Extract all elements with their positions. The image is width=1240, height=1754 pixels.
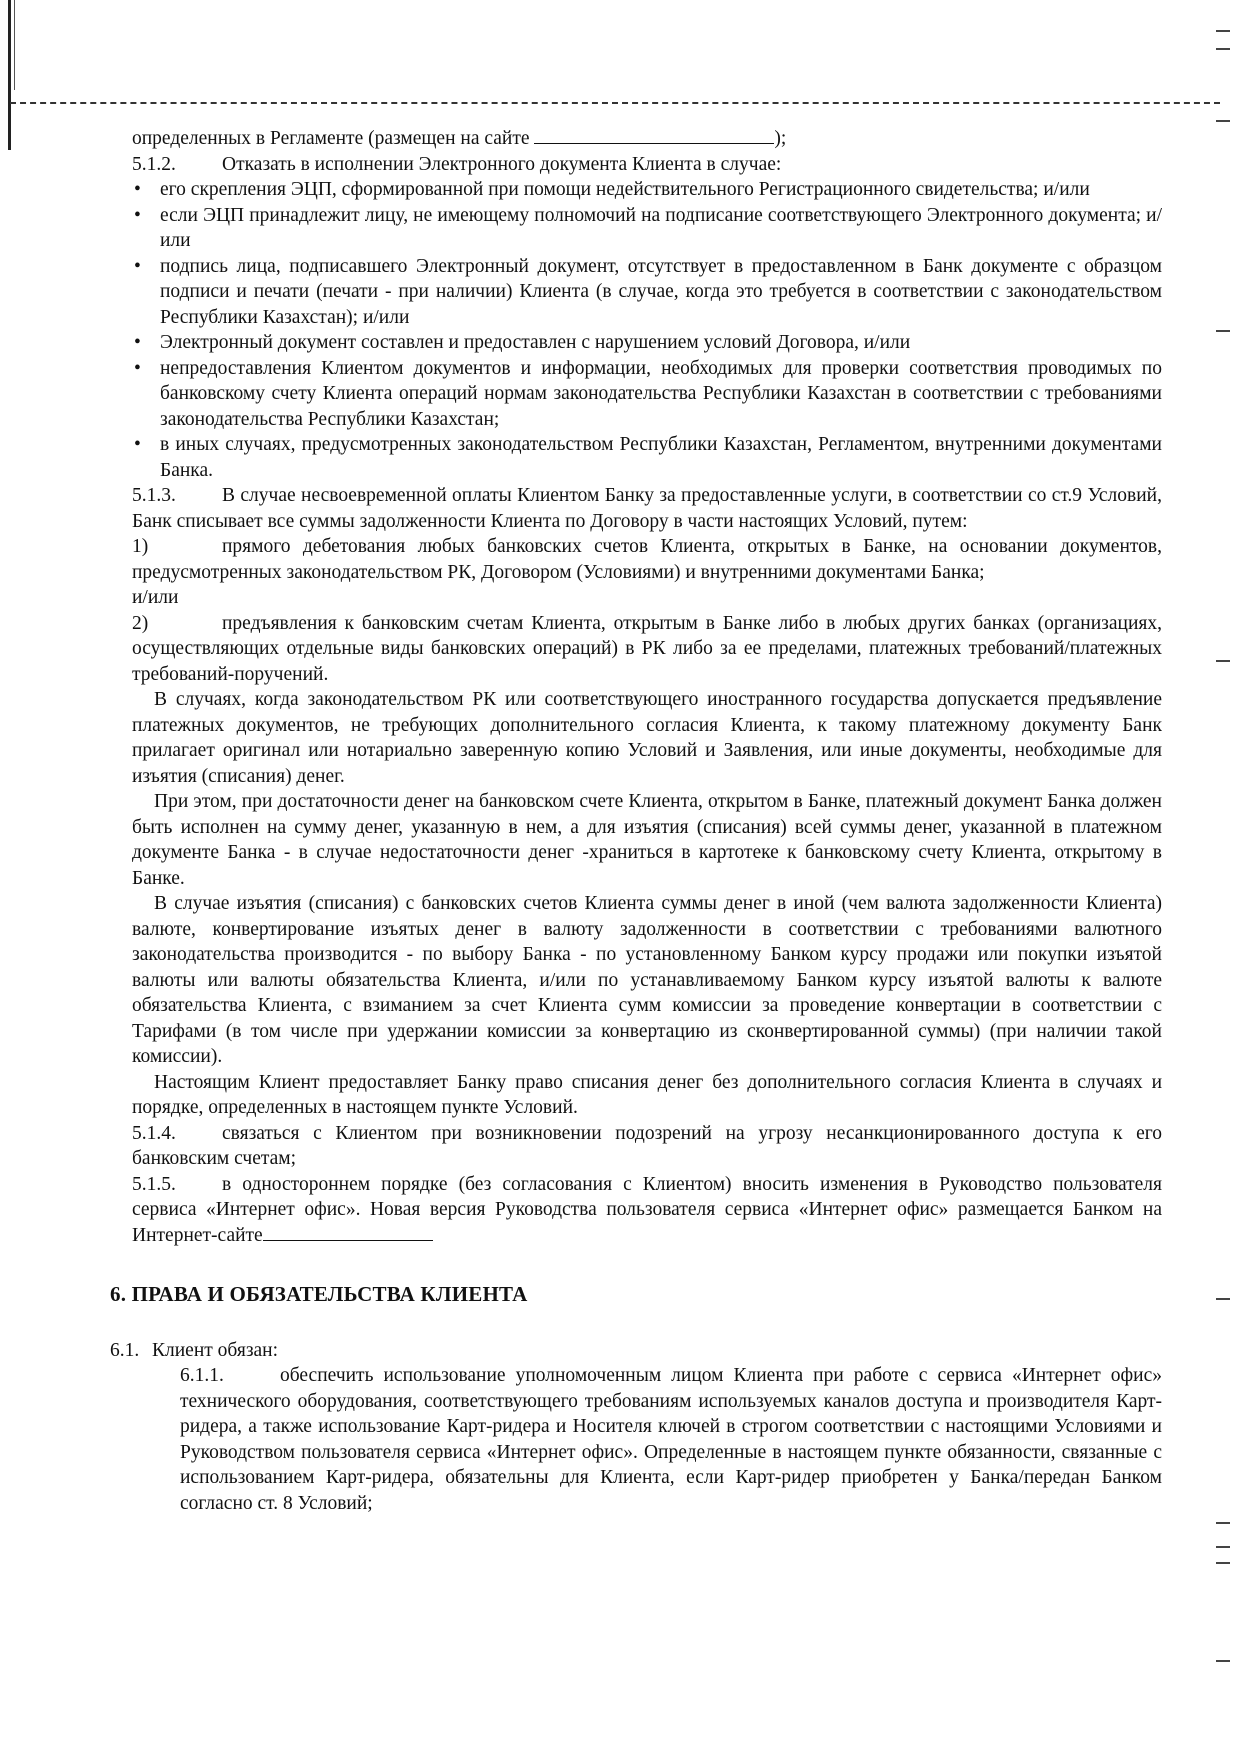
- clause-5-1-4: [132, 1121, 1162, 1172]
- intro-line: [132, 126, 1162, 152]
- paragraph: Настоящим Клиент предоставляет Банку право списания денег без дополнительного согласия Клиента в случаях и порядке, определенных в настоящем пункте Условий.: [132, 1071, 1162, 1118]
- or-separator: и/или: [132, 587, 179, 608]
- intro-text: определенных в Регламенте (размещен на сайте: [132, 128, 530, 149]
- item-text: прямого дебетования любых банковских счетов Клиента, открытых в Банке, на основании документов, предусмотренных законодательством РК, Договором (Условиями) и внутренними документами Банка;: [132, 536, 1162, 583]
- clause-text: связаться с Клиентом при возникновении подозрений на угрозу несанкционированного доступа к его банковским счетам;: [132, 1122, 1162, 1169]
- clause-number: 5.1.5.: [132, 1173, 176, 1195]
- scan-dashed-line: [10, 102, 1220, 104]
- paragraph: В случае изъятия (списания) с банковских счетов Клиента суммы денег в иной (чем валюта задолженности Клиента) валюте, конвертирование изъятых денег в валюту задолженности в соответствии с требованиями валютного законодательства производится - по выбору Банка - по установленному Банком курсу продажи или покупки изъятой валюты или валюты обязательства Клиента, и/или по устанавливаемому Банком курсу изъятой валюты к валюте обязательства Клиента, с взиманием за счет Клиента сумм комиссии за проведение конвертации в соответствии с Тарифами (в том числе при удержании комиссии за конвертацию из сконвертированной суммы) (при наличии такой комиссии).: [132, 893, 1162, 1067]
- list-item: • если ЭЦП принадлежит лицу, не имеющему полномочий на подписание соответствующего Электронного документа; и/или: [132, 203, 1162, 254]
- blank-line-website: [534, 142, 774, 144]
- list-item: • непредоставления Клиентом документов и информации, необходимых для проверки соответствия проводимых по банковскому счету Клиента операций нормам законодательства Республики Казахстан в соответствии с требованиями законодательства Республики Казахстан;: [132, 356, 1162, 433]
- clause-5-1-2: [132, 152, 1162, 484]
- clause-number: 5.1.3.: [132, 485, 176, 506]
- subsection-6-1: [110, 1338, 1162, 1364]
- clause-6-1-1: [132, 1363, 1162, 1516]
- clause-5-1-3: [132, 483, 1162, 1121]
- clause-5-1-5: [132, 1172, 1162, 1249]
- scan-edge-left-thin: [14, 0, 15, 90]
- item-number: 2): [132, 612, 149, 634]
- paragraph: В случаях, когда законодательством РК или соответствующего иностранного государства допускается предъявление платежных документов, не требующих дополнительного согласия Клиента, к такому платежному документу Банк прилагает оригинал или нотариально заверенную копию Условий и Заявления, или иные документы, необходимые для изъятия (списания) денег.: [132, 689, 1162, 787]
- clause-text: В случае несвоевременной оплаты Клиентом Банку за предоставленные услуги, в соответствии со ст.9 Условий, Банк списывает все суммы задолженности Клиента по Договору в части настоящих Условий, путем:: [132, 485, 1162, 532]
- list-item: • в иных случаях, предусмотренных законодательством Республики Казахстан, Регламентом, внутренними документами Банка.: [132, 432, 1162, 483]
- item-text: предъявления к банковским счетам Клиента, открытым в Банке либо в любых других банках (организациях, осуществляющих отдельные виды банковских операций) в РК либо за ее пределами, платежных требований/платежных требований-поручений.: [132, 612, 1162, 685]
- clause-number: 6.1.1.: [180, 1365, 224, 1386]
- intro-close: );: [774, 128, 787, 149]
- list-item: • Электронный документ составлен и предоставлен с нарушением условий Договора, и/или: [132, 330, 1162, 356]
- clause-text: обеспечить использование уполномоченным лицом Клиента при работе с сервиса «Интернет офис» технического оборудования, соответствующего требованиям используемых каналов доступа и производителя Карт-ридера, а также использование Карт-ридера и Носителя ключей в строгом соответствии с настоящими Условиями и Руководством пользователя сервиса «Интернет офис». Определенные в настоящем пункте обязанности, связанные с использованием Карт-ридера, обязательны для Клиента, если Карт-ридер приобретен у Банка/передан Банком согласно ст. 8 Условий;: [180, 1365, 1162, 1514]
- refusal-reasons-list: [132, 177, 1162, 483]
- blank-line-website: [263, 1239, 433, 1241]
- clause-text: в одностороннем порядке (без согласования с Клиентом) вносить изменения в Руководство пользователя сервиса «Интернет офис». Новая версия Руководства пользователя сервиса «Интернет офис» размещается Банком на Интернет-сайте: [132, 1173, 1162, 1246]
- clause-number: 5.1.2.: [132, 153, 176, 175]
- section-title: 6. ПРАВА И ОБЯЗАТЕЛЬСТВА КЛИЕНТА: [110, 1282, 528, 1306]
- paragraph: При этом, при достаточности денег на банковском счете Клиента, открытом в Банке, платежный документ Банка должен быть исполнен на сумму денег, указанную в нем, а для изъятия (списания) всей суммы денег, указанной в платежном документе Банка - в случае недостаточности денег -храниться в картотеке к банковскому счету Клиента, открытому в Банке.: [132, 791, 1162, 889]
- list-item: • подпись лица, подписавшего Электронный документ, отсутствует в предоставленном в Банк документе с образцом подписи и печати (печати - при наличии) Клиента (в случае, когда это требуется в соответствии с законодательством Республики Казахстан); и/или: [132, 254, 1162, 331]
- scan-right-margin-marks: [1210, 0, 1230, 1754]
- clause-number: 5.1.4.: [132, 1122, 176, 1144]
- list-item: • его скрепления ЭЦП, сформированной при помощи недействительного Регистрационного свидетельства; и/или: [132, 177, 1162, 203]
- subsection-text: Клиент обязан:: [152, 1339, 279, 1361]
- clause-text: Отказать в исполнении Электронного документа Клиента в случае:: [222, 153, 782, 175]
- scan-edge-left: [8, 0, 11, 150]
- item-number: 1): [132, 536, 149, 557]
- subsection-number: 6.1.: [110, 1339, 140, 1361]
- document-page: [110, 126, 1162, 1516]
